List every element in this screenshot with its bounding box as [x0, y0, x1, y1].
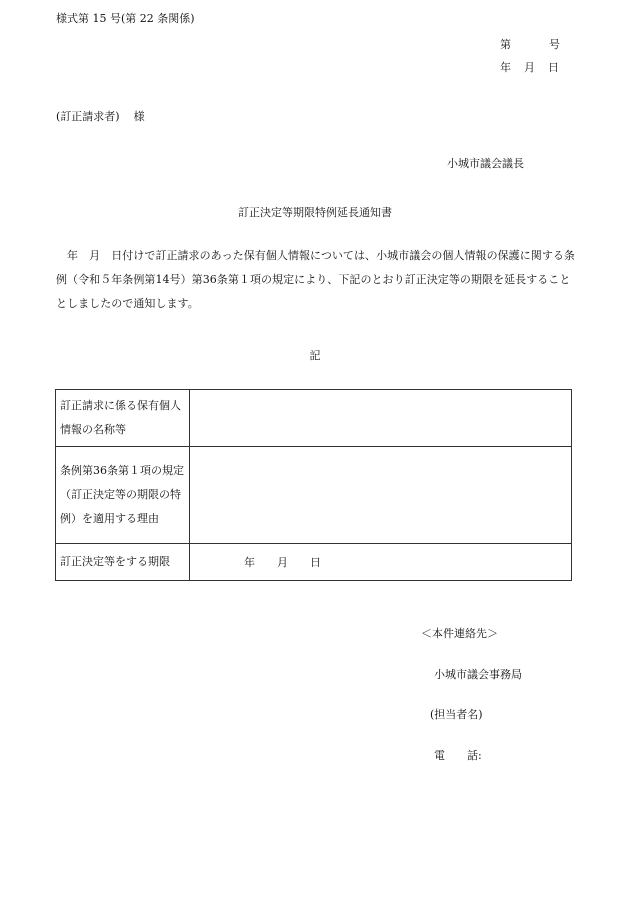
row-label: 訂正決定等をする期限: [56, 544, 190, 581]
doc-number-suffix: 号: [549, 38, 560, 51]
contact-heading: ＜本件連絡先＞: [421, 627, 498, 640]
date-year: 年: [500, 61, 511, 74]
info-table: [55, 389, 572, 581]
issue-date: [500, 59, 559, 75]
date-month: 月: [524, 61, 535, 74]
body-text: 年 月 日付けで訂正請求のあった保有個人情報については、小城市議会の個人情報の保護に関する条例（令和５年条例第14号）第36条第１項の規定により、下記のとおり訂正決定等の期限を延長することとしましたので通知します。: [56, 249, 575, 310]
sender: 小城市議会議長: [447, 157, 524, 170]
table-row: [56, 447, 572, 544]
contact-office: 小城市議会事務局: [434, 667, 522, 681]
ki-heading: 記: [309, 349, 321, 362]
row-label: 条例第36条第１項の規定（訂正決定等の期限の特例）を適用する理由: [56, 447, 190, 544]
deadline-day: 日: [310, 556, 321, 569]
table-row: [56, 390, 572, 447]
addressee: [56, 108, 145, 124]
addressee-name: (訂正請求者): [56, 110, 120, 123]
doc-number-prefix: 第: [500, 38, 511, 51]
contact-person: (担当者名): [430, 708, 483, 721]
document-title: 訂正決定等期限特例延長通知書: [238, 206, 392, 219]
deadline-year: 年: [244, 556, 255, 569]
contact-block: [421, 600, 522, 776]
deadline-date: [190, 544, 572, 581]
row-value: [190, 390, 572, 447]
document-number: [500, 36, 560, 52]
row-value: [190, 447, 572, 544]
form-number: 様式第 15 号(第 22 条関係): [56, 12, 195, 25]
row-label: 訂正請求に係る保有個人情報の名称等: [56, 390, 190, 447]
date-day: 日: [548, 61, 559, 74]
deadline-month: 月: [277, 556, 288, 569]
table-row: [56, 544, 572, 581]
addressee-honorific: 様: [133, 110, 145, 123]
contact-phone: 電 話:: [434, 748, 482, 762]
